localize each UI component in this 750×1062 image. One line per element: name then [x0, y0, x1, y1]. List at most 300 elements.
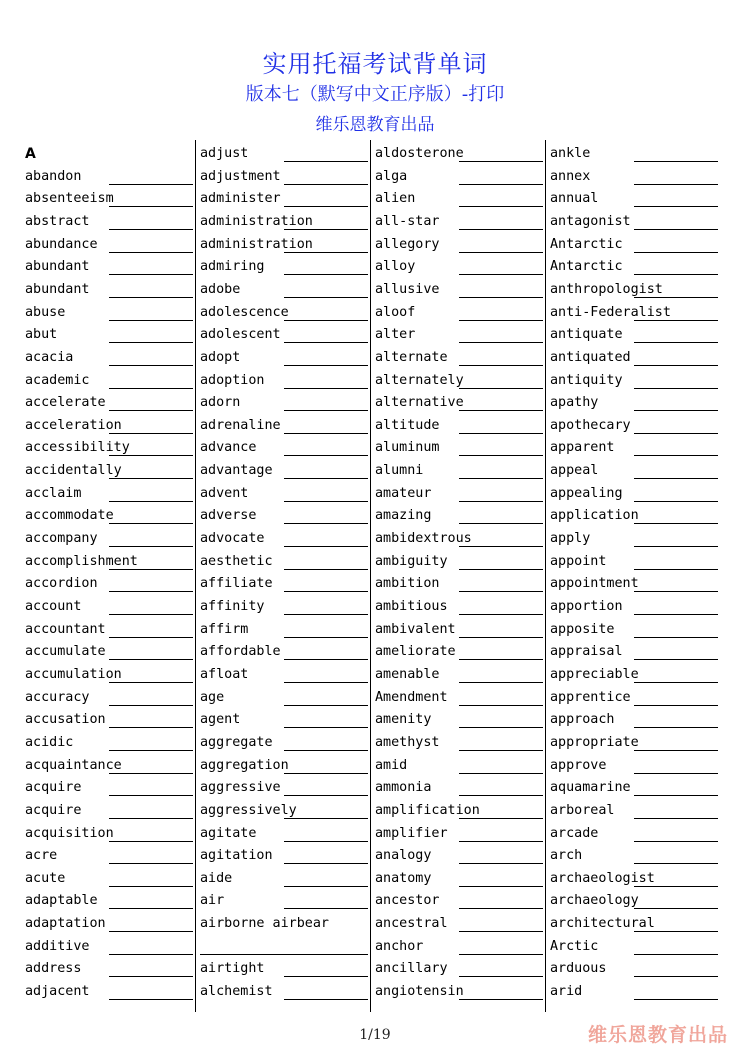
word-row	[200, 914, 368, 936]
word-grid	[25, 144, 725, 1014]
answer-blank[interactable]	[109, 591, 193, 592]
word-row	[200, 189, 368, 211]
answer-blank[interactable]	[634, 184, 718, 185]
word-text: antiquated	[550, 349, 631, 365]
word-text: advance	[200, 440, 257, 456]
document-subtitle: 版本七（默写中文正序版）-打印	[245, 84, 505, 105]
word-text: archaeology	[550, 893, 639, 909]
word-row	[25, 801, 193, 823]
answer-blank[interactable]	[109, 342, 193, 343]
word-text: affiliate	[200, 576, 273, 592]
word-text: accommodate	[25, 508, 114, 524]
answer-blank[interactable]	[109, 410, 193, 411]
answer-blank[interactable]	[284, 455, 368, 456]
answer-blank[interactable]	[284, 886, 368, 887]
answer-blank[interactable]	[109, 682, 193, 683]
answer-blank[interactable]	[459, 433, 543, 434]
answer-blank[interactable]	[634, 659, 718, 660]
answer-blank[interactable]	[200, 954, 368, 955]
answer-blank[interactable]	[284, 388, 368, 389]
answer-blank[interactable]	[459, 297, 543, 298]
word-row	[375, 574, 543, 596]
word-row	[550, 257, 718, 279]
answer-blank[interactable]	[284, 976, 368, 977]
word-row	[200, 574, 368, 596]
answer-blank[interactable]	[109, 229, 193, 230]
answer-blank[interactable]	[109, 999, 193, 1000]
word-row	[25, 506, 193, 528]
word-text: ambition	[375, 576, 440, 592]
word-text: administration	[200, 213, 313, 229]
word-row	[375, 891, 543, 913]
answer-blank[interactable]	[109, 546, 193, 547]
answer-blank[interactable]	[459, 999, 543, 1000]
word-row	[550, 620, 718, 642]
answer-blank[interactable]	[284, 546, 368, 547]
word-row	[200, 733, 368, 755]
word-row	[550, 778, 718, 800]
word-text: acre	[25, 848, 58, 864]
answer-blank[interactable]	[284, 478, 368, 479]
answer-blank[interactable]	[459, 546, 543, 547]
watermark-logo: 维乐恩教育出品	[587, 1024, 728, 1046]
word-text: aldosterone	[375, 146, 464, 161]
answer-blank[interactable]	[459, 795, 543, 796]
word-row	[25, 710, 193, 732]
word-text: affinity	[200, 599, 265, 614]
answer-blank[interactable]	[109, 637, 193, 638]
word-text: apparent	[550, 440, 615, 456]
word-row	[375, 620, 543, 642]
answer-blank[interactable]	[634, 931, 718, 932]
answer-blank[interactable]	[284, 501, 368, 502]
answer-blank[interactable]	[459, 908, 543, 909]
word-row	[200, 959, 368, 981]
answer-blank[interactable]	[459, 727, 543, 728]
answer-blank[interactable]	[634, 320, 718, 321]
word-row	[375, 710, 543, 732]
answer-blank[interactable]	[284, 750, 368, 751]
column-divider	[545, 140, 546, 1012]
answer-blank[interactable]	[109, 841, 193, 842]
answer-blank[interactable]	[634, 342, 718, 343]
answer-blank[interactable]	[284, 727, 368, 728]
word-text: affirm	[200, 621, 249, 637]
word-row	[550, 642, 718, 664]
answer-blank[interactable]	[109, 388, 193, 389]
word-row	[550, 574, 718, 596]
answer-blank[interactable]	[459, 886, 543, 887]
word-text: anti-Federalist	[550, 304, 671, 320]
word-row	[550, 665, 718, 687]
answer-blank[interactable]	[109, 705, 193, 706]
answer-blank[interactable]	[634, 501, 718, 502]
answer-blank[interactable]	[109, 908, 193, 909]
answer-blank[interactable]	[109, 523, 193, 524]
answer-blank[interactable]	[109, 274, 193, 275]
answer-blank[interactable]	[634, 569, 718, 570]
answer-blank[interactable]	[109, 297, 193, 298]
answer-blank[interactable]	[459, 637, 543, 638]
page-number: 1/19	[359, 1027, 391, 1043]
word-text: ancestor	[375, 893, 440, 909]
answer-blank[interactable]	[284, 908, 368, 909]
answer-blank[interactable]	[459, 501, 543, 502]
word-text: apothecary	[550, 417, 631, 433]
answer-blank[interactable]	[284, 818, 368, 819]
word-row	[25, 756, 193, 778]
word-text: aggressive	[200, 780, 281, 796]
word-row	[550, 212, 718, 234]
answer-blank[interactable]	[459, 569, 543, 570]
word-row	[200, 778, 368, 800]
word-text: anchor	[375, 938, 424, 954]
answer-blank[interactable]	[634, 886, 718, 887]
answer-blank[interactable]	[284, 320, 368, 321]
word-row	[25, 869, 193, 891]
answer-blank[interactable]	[109, 569, 193, 570]
answer-blank[interactable]	[459, 976, 543, 977]
answer-blank[interactable]	[634, 161, 718, 162]
word-row	[550, 937, 718, 959]
answer-blank[interactable]	[284, 410, 368, 411]
word-row	[200, 824, 368, 846]
word-text: ancillary	[375, 961, 448, 977]
answer-blank[interactable]	[109, 614, 193, 615]
answer-blank[interactable]	[284, 863, 368, 864]
word-row	[200, 144, 368, 166]
answer-blank[interactable]	[109, 931, 193, 932]
answer-blank[interactable]	[459, 614, 543, 615]
answer-blank[interactable]	[109, 206, 193, 207]
word-text: alternately	[375, 372, 464, 388]
word-row	[375, 303, 543, 325]
answer-blank[interactable]	[109, 365, 193, 366]
word-row	[375, 506, 543, 528]
answer-blank[interactable]	[284, 569, 368, 570]
answer-blank[interactable]	[634, 365, 718, 366]
answer-blank[interactable]	[109, 750, 193, 751]
word-text: account	[25, 599, 82, 614]
word-text: abandon	[25, 168, 82, 184]
word-row	[550, 484, 718, 506]
word-row	[375, 665, 543, 687]
answer-blank[interactable]	[109, 818, 193, 819]
word-row	[550, 869, 718, 891]
word-text: amplifier	[375, 825, 448, 841]
word-row	[375, 235, 543, 257]
word-text: accomplishment	[25, 553, 138, 569]
word-row	[25, 778, 193, 800]
answer-blank[interactable]	[284, 433, 368, 434]
answer-blank[interactable]	[284, 795, 368, 796]
word-row	[550, 552, 718, 574]
word-row	[25, 665, 193, 687]
word-row	[25, 235, 193, 257]
word-row	[375, 348, 543, 370]
word-row	[200, 688, 368, 710]
word-text: apathy	[550, 395, 599, 411]
answer-blank[interactable]	[459, 750, 543, 751]
answer-blank[interactable]	[284, 365, 368, 366]
answer-blank[interactable]	[634, 591, 718, 592]
word-text: advantage	[200, 463, 273, 479]
word-text: air	[200, 893, 225, 909]
word-row	[200, 280, 368, 302]
word-row	[200, 597, 368, 619]
answer-blank[interactable]	[459, 161, 543, 162]
answer-blank[interactable]	[634, 388, 718, 389]
answer-blank[interactable]	[634, 705, 718, 706]
answer-blank[interactable]	[459, 388, 543, 389]
answer-blank[interactable]	[459, 184, 543, 185]
answer-blank[interactable]	[634, 410, 718, 411]
word-text: acquaintance	[25, 757, 122, 773]
answer-blank[interactable]	[284, 614, 368, 615]
word-text: administration	[200, 236, 313, 252]
answer-blank[interactable]	[459, 229, 543, 230]
word-text: Antarctic	[550, 259, 623, 275]
word-row	[550, 801, 718, 823]
answer-blank[interactable]	[284, 591, 368, 592]
word-row	[375, 552, 543, 574]
answer-blank[interactable]	[109, 455, 193, 456]
word-row	[550, 959, 718, 981]
answer-blank[interactable]	[634, 252, 718, 253]
answer-blank[interactable]	[634, 795, 718, 796]
answer-blank[interactable]	[634, 682, 718, 683]
word-text: alloy	[375, 259, 416, 275]
word-text: abut	[25, 327, 58, 343]
word-row	[550, 846, 718, 868]
word-text: acute	[25, 870, 66, 886]
answer-blank[interactable]	[459, 818, 543, 819]
word-text: adolescence	[200, 304, 289, 320]
word-text: airtight	[200, 961, 265, 977]
word-text: annual	[550, 191, 599, 207]
answer-blank[interactable]	[284, 297, 368, 298]
answer-blank[interactable]	[459, 659, 543, 660]
word-row	[550, 891, 718, 913]
answer-blank[interactable]	[459, 682, 543, 683]
word-text: apprentice	[550, 689, 631, 705]
answer-blank[interactable]	[459, 410, 543, 411]
word-row	[25, 416, 193, 438]
answer-blank[interactable]	[109, 252, 193, 253]
word-text: ambitious	[375, 599, 448, 614]
answer-blank[interactable]	[634, 727, 718, 728]
word-row	[550, 506, 718, 528]
word-row	[25, 620, 193, 642]
word-text: ankle	[550, 146, 591, 161]
answer-blank[interactable]	[109, 886, 193, 887]
word-row	[375, 756, 543, 778]
word-text: adjust	[200, 146, 249, 161]
word-text: apposite	[550, 621, 615, 637]
answer-blank[interactable]	[634, 546, 718, 547]
word-text: abuse	[25, 304, 66, 320]
answer-blank[interactable]	[284, 161, 368, 162]
answer-blank[interactable]	[459, 954, 543, 955]
answer-blank[interactable]	[634, 274, 718, 275]
answer-blank[interactable]	[284, 637, 368, 638]
answer-blank[interactable]	[634, 614, 718, 615]
answer-blank[interactable]	[634, 229, 718, 230]
answer-blank[interactable]	[109, 433, 193, 434]
answer-blank[interactable]	[284, 841, 368, 842]
answer-blank[interactable]	[284, 659, 368, 660]
answer-blank[interactable]	[459, 705, 543, 706]
answer-blank[interactable]	[634, 637, 718, 638]
answer-blank[interactable]	[634, 818, 718, 819]
answer-blank[interactable]	[634, 999, 718, 1000]
answer-blank[interactable]	[634, 455, 718, 456]
word-row	[375, 484, 543, 506]
word-text: absenteeism	[25, 191, 114, 207]
word-row	[375, 167, 543, 189]
word-text: aesthetic	[200, 553, 273, 569]
word-text: approve	[550, 757, 607, 773]
word-text: A	[25, 146, 36, 162]
answer-blank[interactable]	[634, 206, 718, 207]
answer-blank[interactable]	[634, 523, 718, 524]
word-row	[200, 167, 368, 189]
word-text: appropriate	[550, 734, 639, 750]
answer-blank[interactable]	[109, 320, 193, 321]
answer-blank[interactable]	[284, 342, 368, 343]
word-row	[200, 506, 368, 528]
answer-blank[interactable]	[284, 229, 368, 230]
answer-blank[interactable]	[109, 976, 193, 977]
word-text: abundance	[25, 236, 98, 252]
answer-blank[interactable]	[284, 523, 368, 524]
word-row	[375, 982, 543, 1004]
word-text: arduous	[550, 961, 607, 977]
word-text: annex	[550, 168, 591, 184]
word-text: agitation	[200, 848, 273, 864]
word-text: Antarctic	[550, 236, 623, 252]
word-row	[25, 325, 193, 347]
word-row	[25, 167, 193, 189]
word-row	[200, 801, 368, 823]
answer-blank[interactable]	[459, 342, 543, 343]
answer-blank[interactable]	[459, 320, 543, 321]
answer-blank[interactable]	[109, 478, 193, 479]
word-row	[375, 801, 543, 823]
answer-blank[interactable]	[459, 931, 543, 932]
word-row	[200, 529, 368, 551]
word-text: adrenaline	[200, 417, 281, 433]
answer-blank[interactable]	[634, 954, 718, 955]
answer-blank[interactable]	[109, 863, 193, 864]
answer-blank[interactable]	[459, 841, 543, 842]
answer-blank[interactable]	[634, 841, 718, 842]
answer-blank[interactable]	[634, 750, 718, 751]
word-text: acclaim	[25, 485, 82, 501]
word-row	[200, 756, 368, 778]
word-text: adopt	[200, 349, 241, 365]
answer-blank[interactable]	[459, 455, 543, 456]
word-text: adoption	[200, 372, 265, 388]
answer-blank[interactable]	[109, 954, 193, 955]
word-row	[550, 597, 718, 619]
word-text: approach	[550, 712, 615, 728]
word-row	[25, 688, 193, 710]
word-row	[25, 642, 193, 664]
answer-blank[interactable]	[109, 501, 193, 502]
answer-blank[interactable]	[109, 727, 193, 728]
word-row	[200, 869, 368, 891]
answer-blank[interactable]	[109, 184, 193, 185]
word-text: Amendment	[375, 689, 448, 705]
word-row	[25, 824, 193, 846]
answer-blank[interactable]	[634, 478, 718, 479]
word-row	[550, 733, 718, 755]
answer-blank[interactable]	[634, 773, 718, 774]
column-divider	[370, 140, 371, 1012]
word-text: antiquate	[550, 327, 623, 343]
answer-blank[interactable]	[284, 705, 368, 706]
answer-blank[interactable]	[284, 999, 368, 1000]
word-text: appoint	[550, 553, 607, 569]
word-row	[375, 280, 543, 302]
word-row	[550, 824, 718, 846]
word-text: acquire	[25, 780, 82, 796]
word-row	[25, 574, 193, 596]
word-row	[375, 144, 543, 166]
answer-blank[interactable]	[284, 274, 368, 275]
word-row	[200, 348, 368, 370]
answer-blank[interactable]	[459, 773, 543, 774]
answer-blank[interactable]	[109, 659, 193, 660]
answer-blank[interactable]	[459, 523, 543, 524]
word-row	[200, 257, 368, 279]
answer-blank[interactable]	[284, 682, 368, 683]
answer-blank[interactable]	[459, 206, 543, 207]
answer-blank[interactable]	[459, 591, 543, 592]
word-row	[25, 937, 193, 959]
answer-blank[interactable]	[459, 863, 543, 864]
answer-blank[interactable]	[284, 252, 368, 253]
word-row	[375, 959, 543, 981]
answer-blank[interactable]	[459, 478, 543, 479]
word-row	[200, 642, 368, 664]
word-text: accordion	[25, 576, 98, 592]
answer-blank[interactable]	[459, 274, 543, 275]
answer-blank[interactable]	[459, 252, 543, 253]
answer-blank[interactable]	[459, 365, 543, 366]
word-text: alga	[375, 168, 408, 184]
word-row	[375, 212, 543, 234]
answer-blank[interactable]	[284, 773, 368, 774]
word-text: all-star	[375, 213, 440, 229]
answer-blank[interactable]	[634, 297, 718, 298]
answer-blank[interactable]	[634, 908, 718, 909]
answer-blank[interactable]	[634, 863, 718, 864]
answer-blank[interactable]	[109, 795, 193, 796]
word-row	[200, 552, 368, 574]
answer-blank[interactable]	[109, 773, 193, 774]
word-text: amateur	[375, 485, 432, 501]
word-text: amplification	[375, 802, 480, 818]
word-row	[550, 348, 718, 370]
answer-blank[interactable]	[284, 184, 368, 185]
answer-blank[interactable]	[634, 433, 718, 434]
answer-blank[interactable]	[284, 206, 368, 207]
word-text: alumni	[375, 463, 424, 479]
word-row	[550, 914, 718, 936]
answer-blank[interactable]	[634, 976, 718, 977]
